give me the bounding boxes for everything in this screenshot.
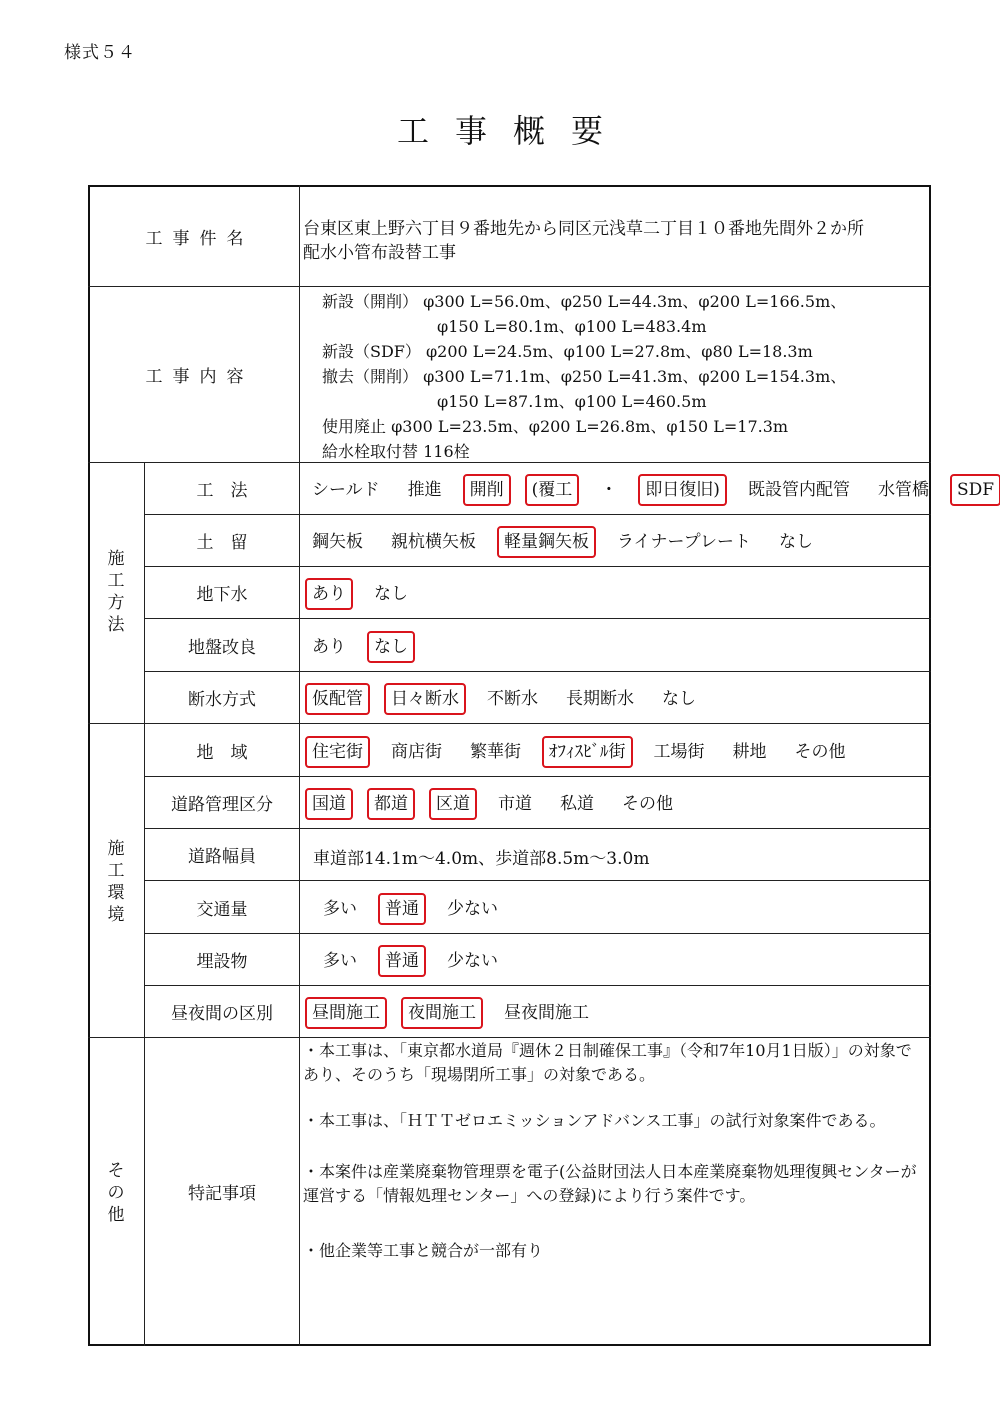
group-label-environment	[104, 838, 128, 926]
selected-option: なし	[367, 631, 415, 663]
selected-option: 住宅街	[305, 736, 370, 768]
selected-option: 国道	[305, 788, 353, 820]
env-label-road-width: 道路幅員	[188, 847, 256, 867]
option: 市道	[498, 794, 532, 814]
method-options-groundwater	[305, 578, 415, 610]
project-name-line2: 配水小管布設替工事	[303, 243, 456, 263]
method-label-water-cut: 断水方式	[188, 690, 256, 710]
selected-option: 普通	[378, 945, 426, 977]
env-label-day-night: 昼夜間の区別	[171, 1004, 273, 1024]
note-item: ・本工事は、「東京都水道局『週休２日制確保工事』（令和7年10月1日版）」の対象であり、そのうち「現場閉所工事」の対象である。	[303, 1041, 912, 1084]
option: 耕地	[732, 742, 767, 762]
option: 少ない	[447, 951, 498, 971]
group-label-method	[104, 548, 128, 636]
column-divider-main	[299, 185, 300, 1346]
work-line: φ150 L=87.1m、φ100 L=460.5m	[437, 392, 707, 411]
project-name-line1: 台東区東上野六丁目９番地先から同区元浅草二丁目１０番地先間外２か所	[303, 219, 864, 239]
option: 多い	[323, 899, 357, 919]
option: なし	[662, 689, 696, 709]
option: 親杭横矢板	[391, 532, 476, 552]
work-line: 給水栓取付替 116栓	[322, 442, 470, 461]
method-options-water-cut	[305, 683, 703, 715]
option: 推進	[407, 480, 442, 500]
page-title: 工事概要	[396, 112, 629, 150]
group-label-environment-text: 施 工 環 境	[107, 839, 125, 925]
option: ライナープレート	[617, 532, 751, 552]
project-name-label: 工事件名	[145, 228, 254, 249]
option: 不断水	[487, 689, 538, 709]
option: 繁華街	[470, 742, 521, 762]
option: 昼夜間施工	[504, 1003, 589, 1023]
selected-option: 即日復旧)	[638, 474, 727, 506]
special-notes-label: 特記事項	[188, 1184, 256, 1204]
option: 長期断水	[566, 689, 634, 709]
env-label-road-admin: 道路管理区分	[171, 795, 273, 815]
env-label-area: 地 域	[196, 742, 248, 763]
selected-option: 開削	[463, 474, 511, 506]
method-options-soil	[305, 631, 415, 663]
option: ・	[600, 480, 618, 500]
option: その他	[794, 742, 846, 762]
option: あり	[312, 637, 346, 657]
option: 工場街	[653, 742, 705, 762]
selected-option: SDF	[950, 474, 1000, 506]
option: 水管橋	[877, 480, 929, 500]
form-number: 様式５４	[64, 43, 136, 63]
method-label-koho: 工 法	[196, 481, 248, 501]
selected-option: (覆工	[525, 474, 580, 506]
env-options-road-admin	[305, 788, 680, 820]
selected-option: 日々断水	[384, 683, 466, 715]
env-label-traffic: 交通量	[196, 899, 248, 920]
option: なし	[374, 584, 408, 604]
work-content-label: 工事内容	[145, 367, 254, 387]
env-options-traffic	[316, 893, 505, 925]
option: 私道	[560, 794, 594, 814]
selected-option: 軽量鋼矢板	[497, 526, 596, 558]
selected-option: 普通	[378, 893, 426, 925]
option: なし	[778, 532, 813, 552]
selected-option: 夜間施工	[401, 997, 483, 1029]
note-item: ・他企業等工事と競合が一部有り	[303, 1241, 544, 1260]
env-options-buried	[316, 945, 505, 977]
selected-option: 昼間施工	[305, 997, 387, 1029]
env-label-buried: 埋設物	[196, 952, 248, 972]
work-line: 新設（開削） φ300 L=56.0m、φ250 L=44.3m、φ200 L=166.5m、	[322, 292, 847, 311]
work-line: φ150 L=80.1m、φ100 L=483.4m	[437, 317, 707, 336]
option: シールド	[312, 480, 380, 500]
road-width-text: 車道部14.1m～4.0m、歩道部8.5m～3.0m	[313, 849, 650, 869]
selected-option: あり	[305, 578, 353, 610]
method-label-groundwater: 地下水	[196, 585, 248, 605]
group-label-other	[104, 1160, 128, 1226]
selected-option: 都道	[367, 788, 415, 820]
note-item: ・本案件は産業廃棄物管理票を電子(公益財団法人日本産業廃棄物処理復興センターが運営する「情報処理センター」への登録)により行う案件です。	[303, 1162, 917, 1205]
selected-option: 区道	[429, 788, 477, 820]
method-options-dodome	[305, 526, 820, 558]
work-line: 新設（SDF） φ200 L=24.5m、φ100 L=27.8m、φ80 L=18.3m	[322, 342, 813, 361]
method-options-koho	[305, 474, 1000, 506]
selected-option: ｵﾌｨｽﾋﾞﾙ街	[542, 736, 633, 768]
group-label-other-text: そ の 他	[107, 1161, 125, 1225]
selected-option: 仮配管	[305, 683, 370, 715]
option: 多い	[323, 951, 357, 971]
note-item: ・本工事は、「ＨＴＴゼロエミッションアドバンス工事」の試行対象案件である。	[303, 1111, 886, 1130]
work-line: 使用廃止 φ300 L=23.5m、φ200 L=26.8m、φ150 L=17.3m	[322, 417, 789, 436]
env-options-area	[305, 736, 853, 768]
option: 少ない	[447, 899, 498, 919]
method-label-dodome: 土 留	[196, 533, 248, 553]
work-line: 撤去（開削） φ300 L=71.1m、φ250 L=41.3m、φ200 L=154.3m、	[322, 367, 847, 386]
option: 既設管内配管	[747, 480, 850, 500]
env-options-day-night	[305, 997, 596, 1029]
option: その他	[622, 794, 673, 814]
method-label-soil: 地盤改良	[188, 637, 256, 658]
group-label-method-text: 施 工 方 法	[107, 549, 125, 635]
option: 鋼矢板	[312, 532, 363, 552]
option: 商店街	[391, 742, 442, 762]
